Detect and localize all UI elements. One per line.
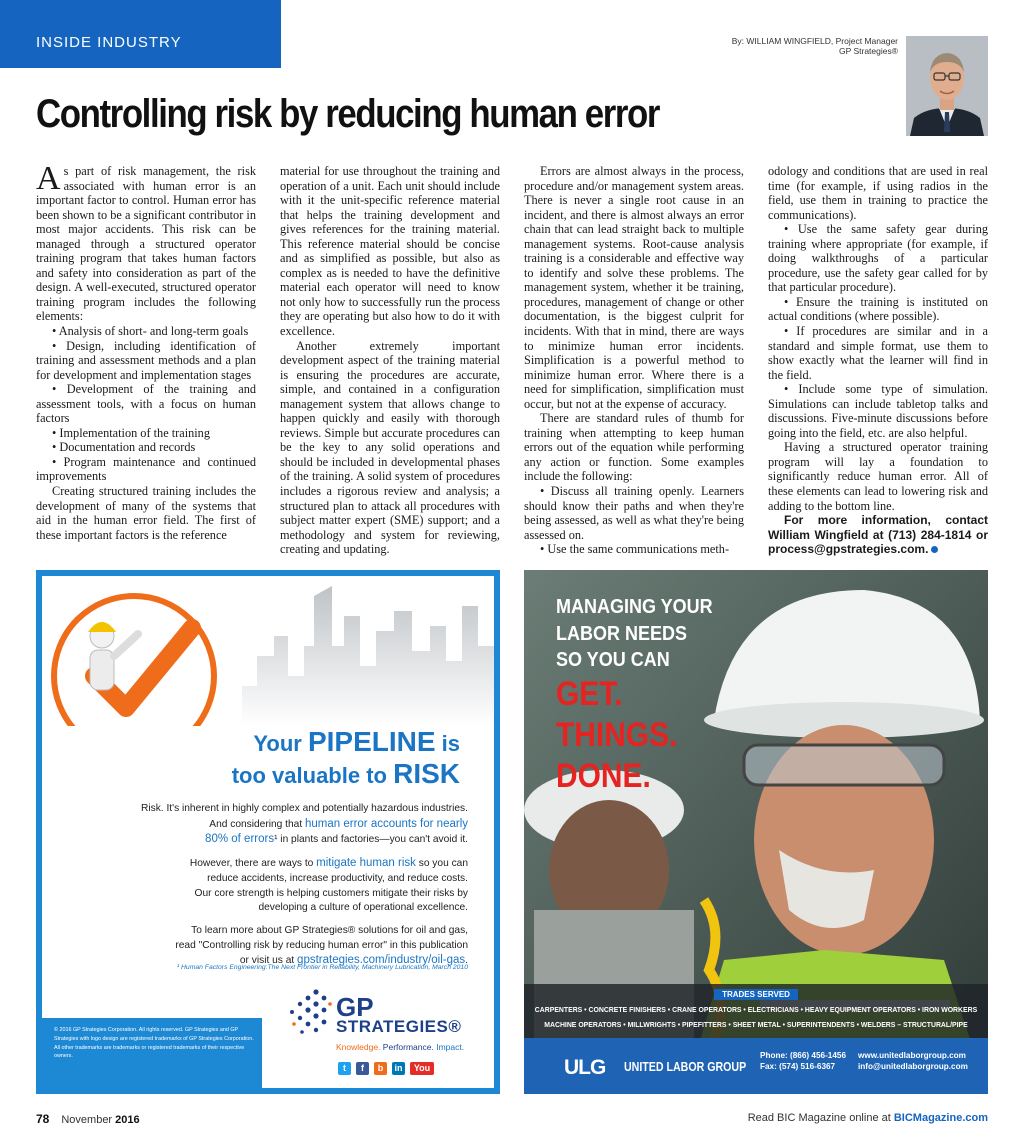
facebook-icon[interactable]: f (356, 1062, 369, 1075)
list-item: • Implementation of the training (52, 425, 210, 440)
paragraph: material for use throughout the training and operation of a unit. Each unit should include with it the unit-specific reference material that helps the training development and gives references for the training material. This reference material should be concise and as simplified as possible, but also as complex as is needed to have the definitive material each operator will need to know not only how to successfully run the process they are operating but also how to do it with excellence. (280, 164, 500, 339)
article-column-3 (524, 164, 744, 557)
page-footer-right: Read BIC Magazine online at BICMagazine.com (747, 1112, 988, 1124)
paragraph: Having a structured operator training program will lay a foundation to significantly reduce human error. All of these elements can lead to lowering risk and adding to the bottom line. (768, 440, 988, 513)
twitter-icon[interactable]: t (338, 1062, 351, 1075)
list-item: • Discuss all training openly. Learners should know their paths and when they're being assessed, as well as what they're being assessed on. (524, 484, 744, 542)
gp-strategies-ad[interactable] (36, 570, 500, 1094)
contact-info (768, 513, 988, 557)
ulg-headline: MANAGING YOUR LABOR NEEDS SO YOU CAN (556, 596, 713, 671)
end-mark-icon (931, 546, 938, 553)
list-item: • Documentation and records (52, 440, 196, 455)
ulg-logo-icon (564, 1056, 622, 1078)
byline-company: GP Strategies® (838, 46, 898, 56)
gp-ad-footnote: ¹ Human Factors Engineering:The Next Frontier in Reliability, Machinery Lubrication, March 2010 (176, 964, 468, 971)
paragraph: There are standard rules of thumb for training when attempting to keep human errors out of the equation while performing any action or function. Some examples include the following: (524, 411, 744, 484)
gp-ad-headline: Your PIPELINE is too valuable to RISK (231, 726, 460, 789)
ulg-slogan: GET. THINGS. DONE. (556, 675, 678, 795)
list-item: • Development of the training and assessment tools, with a focus on human factors (36, 382, 256, 426)
gp-ad-copy: Risk. It's inherent in highly complex and potentially hazardous industries. And considering that human error accounts for nearly 80% of errors¹ in plants and factories—you can't avoid it. However, there are ways to mitigate human risk so you can reduce accidents, increase productivity, and reduce costs. Our core strength is helping customers mitigate their risks by developing a culture of operational excellence. To learn more about GP Strategies® solutions for oil and gas, read "Controlling risk by reducing human error" in this publication or visit us at gpstrategies.com/industry/oil-gas. (141, 803, 468, 967)
gp-tagline: Knowledge. Performance. Impact. (336, 1042, 465, 1052)
page-footer-left (36, 1112, 140, 1126)
drop-cap: A (36, 160, 61, 197)
paragraph: Another extremely important development aspect of the training material is ensuring the procedures are accurate, simple, and contained in a configuration management system that allows change to happen quickly and easily with thorough reviews. Simple but accurate procedures can be the key to any solid operations and should be included in developmental phases of the training. A solid system of procedures includes a rigorous review and analysis; a structured plan to attack all procedures with subject matter expert (SME) support; and a methodology and system for reviewing, creating and updating. (280, 338, 500, 557)
skyline-illustration (42, 576, 494, 726)
trades-title: TRADES SERVED (714, 989, 798, 1000)
united-labor-group-ad[interactable] (524, 570, 988, 1094)
trades-list: CARPENTERS • CONCRETE FINISHERS • CRANE OPERATORS • ELECTRICIANS • HEAVY EQUIPMENT OPERATORS • IRON WORKERS (534, 1007, 978, 1014)
section-label: INSIDE INDUSTRY (36, 34, 182, 51)
byline-author: By: WILLIAM WINGFIELD, Project Manager (731, 36, 898, 46)
bic-link[interactable]: BICMagazine.com (893, 1112, 988, 1124)
list-item: • Design, including identification of training and assessment methods and a plan for development and implementation stages (36, 338, 256, 382)
gp-strategies-logo-icon (286, 986, 332, 1038)
trades-served (524, 984, 988, 1038)
list-item: • Include some type of simulation. Simulations can include tabletop talks and discussions. Five-minute discussions before going into the field, etc. are also helpful. (768, 382, 988, 440)
gp-ad-panel (42, 576, 494, 1088)
paragraph-text: s part of risk management, the risk associated with human error is an important factor to control. Human error has been shown to be a significant contributor in most major accidents. This risk can be managed through a structured operator training program that takes human factors and safety into consideration as part of the design. A well-executed, structured operator training program includes the following elements: (36, 164, 256, 324)
article-column-4 (768, 164, 988, 557)
gp-strategies-wordmark: GP STRATEGIES® (336, 992, 462, 1036)
paragraph (36, 160, 256, 324)
author-photo (906, 36, 988, 136)
paragraph: Errors are almost always in the process, procedure and/or management system areas. There is never a single root cause in an incident, and there is almost always an error chain that can lead straight back to multiple management systems. Root-cause analysis training is a considerable and effective way to identify and solve these problems. The management system, whether it be training, procedures, management of change or other documentation, is the biggest culprit for incidents. With that in mind, there are ways to minimize human error incidents. Simplification is a powerful method to minimize human error. Where there is a need for simplification, simplification must occur, but not at the expense of accuracy. (524, 164, 744, 411)
page-number: 78 (36, 1112, 50, 1126)
paragraph: odology and conditions that are used in real time (for example, if using radios in the field, use them in training to practice the communications). (768, 164, 988, 222)
article-headline: Controlling risk by reducing human error (36, 92, 660, 136)
paragraph: Creating structured training includes the development of many of the systems that aid in the human error field. The first of these important factors is the reference (36, 484, 256, 542)
blog-icon[interactable]: b (374, 1062, 387, 1075)
ulg-phone: Phone: (866) 456-1456 Fax: (574) 516-6367 (760, 1051, 847, 1071)
section-tab (0, 0, 281, 68)
article-column-1 (36, 160, 256, 542)
list-item: • Use the same safety gear during training where appropriate (for example, if doing walkthroughs of a particular procedure, use the safety gear called for by that particular procedure). (768, 222, 988, 295)
gp-legal-notice: © 2016 GP Strategies Corporation. All rights reserved. GP Strategies and GP Strategies with logo design are registered trademarks of GP Strategies Corporation. All other trademarks are trademarks or registered trademarks of their respective owners. (42, 1018, 262, 1088)
article-column-2 (280, 164, 500, 557)
social-links (338, 1062, 434, 1075)
ulg-web[interactable]: www.unitedlaborgroup.com info@unitedlaborgroup.com (858, 1051, 968, 1071)
ulg-contact-bar (524, 1038, 988, 1094)
ulg-name: UNITED LABOR GROUP (624, 1060, 747, 1074)
svg-text:ULG: ULG (564, 1056, 606, 1078)
youtube-icon[interactable]: You (410, 1062, 434, 1075)
list-item: • Analysis of short- and long-term goals (52, 324, 249, 339)
list-item: • If procedures are similar and in a standard and simple format, use them to show exactly what the learner will find in the field. (768, 324, 988, 382)
issue-month: November (61, 1114, 113, 1126)
list-item: • Use the same communications meth- (540, 542, 730, 557)
issue-year: 2016 (115, 1114, 140, 1126)
trades-list: MACHINE OPERATORS • MILLWRIGHTS • PIPEFITTERS • SHEET METAL • SUPERINTENDENTS • WELDERS – STRUCTURAL/PIPE (544, 1021, 968, 1029)
gp-ad-link[interactable]: gpstrategies.com/industry/oil-gas (297, 954, 466, 967)
list-item: • Program maintenance and continued improvements (36, 454, 256, 484)
contact-text: For more information, contact William Wingfield at (713) 284-1814 or process@gpstrategies.com. (768, 513, 988, 557)
linkedin-icon[interactable]: in (392, 1062, 405, 1075)
list-item: • Ensure the training is instituted on actual conditions (where possible). (768, 294, 988, 324)
byline (732, 36, 898, 56)
